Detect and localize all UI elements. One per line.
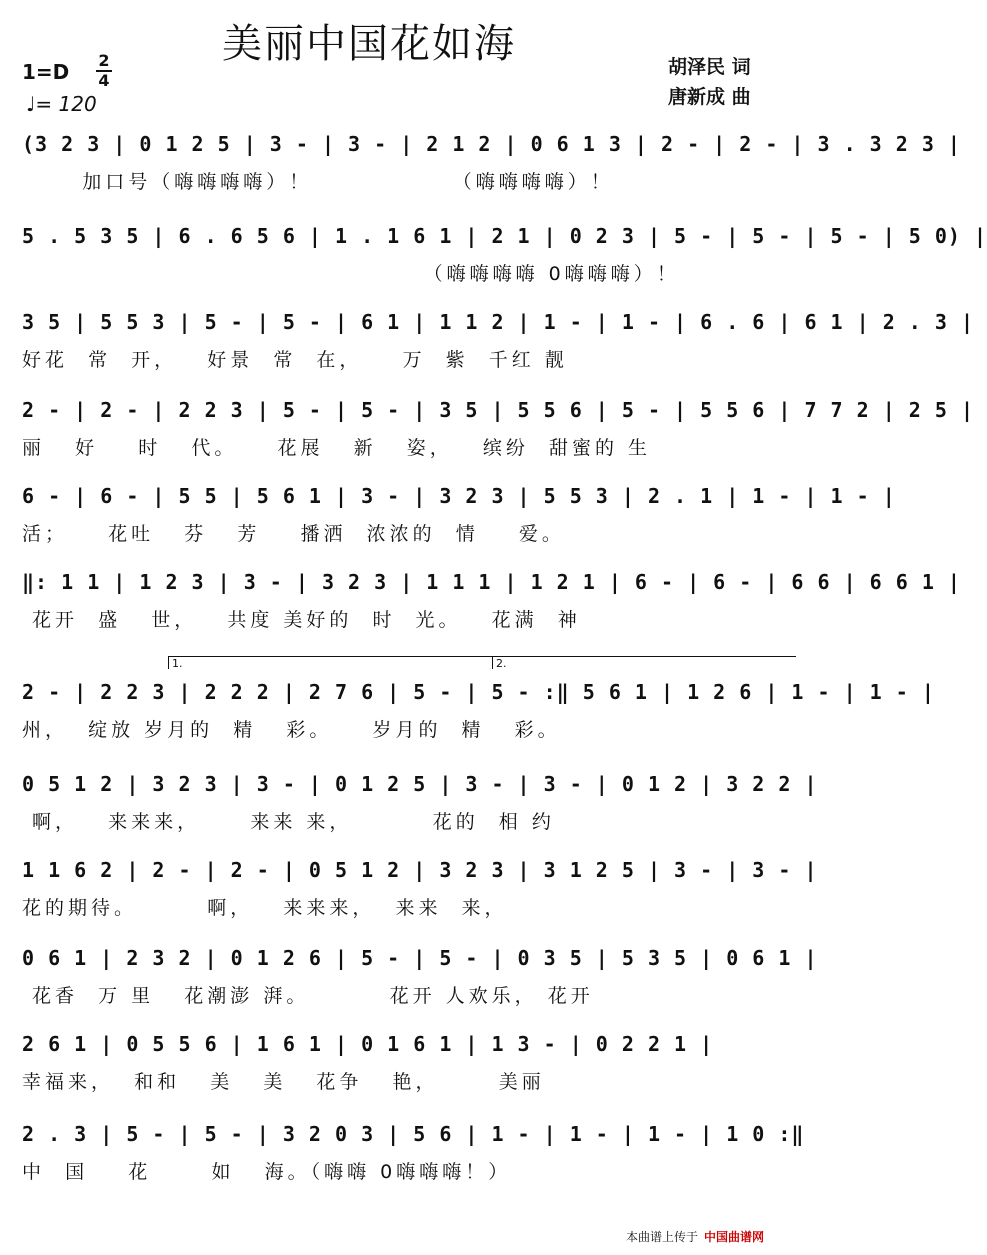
score-line	[22, 944, 818, 1009]
footer	[626, 1228, 764, 1245]
notation-row: 6 - | 6 - | 5 5 | 5 6 1 | 3 - | 3 2 3 | 5 5 3 | 2 . 1 | 1 - | 1 - |	[22, 484, 896, 508]
credits	[668, 52, 751, 112]
lyrics-row: 州， 绽放 岁月的 精 彩。 岁月的 精 彩。	[22, 719, 561, 741]
time-signature-bottom: 4	[98, 71, 110, 90]
score-line	[22, 308, 974, 373]
notation-row: 0 5 1 2 | 3 2 3 | 3 - | 0 1 2 5 | 3 - | 3 - | 0 1 2 | 3 2 2 |	[22, 772, 818, 796]
key-signature: 1=D	[22, 60, 70, 84]
footer-text: 本曲谱上传于	[626, 1230, 699, 1244]
score-line	[22, 130, 961, 195]
song-title: 美丽中国花如海	[222, 21, 516, 67]
score-line	[22, 1030, 802, 1095]
composer-credit: 唐新成 曲	[668, 86, 751, 108]
lyricist-credit: 胡泽民 词	[668, 56, 751, 78]
notation-row: 2 - | 2 2 3 | 2 2 2 | 2 7 6 | 5 - | 5 - :‖ 5 6 1 | 1 2 6 | 1 - | 1 - |	[22, 680, 935, 704]
lyrics-row: 花香 万 里 花潮澎 湃。 花开 人欢乐， 花开	[22, 985, 594, 1007]
lyrics-row: 中 国 花 如 海。（嗨嗨 0嗨嗨嗨！）	[22, 1161, 512, 1183]
score-line	[22, 1120, 805, 1185]
score-line	[22, 222, 987, 287]
time-signature-top: 2	[98, 51, 110, 70]
score-line	[22, 568, 961, 633]
lyrics-row: 丽 好 时 代。 花展 新 姿， 缤纷 甜蜜的 生	[22, 437, 652, 459]
lyrics-row: 花开 盛 世， 共度 美好的 时 光。 花满 神	[22, 609, 581, 631]
volta-second-ending: 2.	[492, 656, 796, 669]
lyrics-row: 加口号（嗨嗨嗨嗨）！ （嗨嗨嗨嗨）！	[22, 171, 614, 193]
tempo-marking: ♩= 120	[26, 92, 97, 116]
notation-row: 2 - | 2 - | 2 2 3 | 5 - | 5 - | 3 5 | 5 5 6 | 5 - | 5 5 6 | 7 7 2 | 2 5 |	[22, 398, 974, 422]
volta-first-ending: 1.	[168, 656, 492, 669]
lyrics-row: （嗨嗨嗨嗨 0嗨嗨嗨）！	[22, 263, 680, 285]
time-signature	[96, 52, 112, 90]
site-logo: 中国曲谱网	[704, 1230, 765, 1244]
notation-row: 5 . 5 3 5 | 6 . 6 5 6 | 1 . 1 6 1 | 2 1 | 0 2 3 | 5 - | 5 - | 5 - | 5 0) |	[22, 224, 987, 248]
score-line	[22, 482, 896, 547]
score-line	[22, 678, 935, 743]
lyrics-row: 幸福来， 和和 美 美 花争 艳， 美丽	[22, 1071, 545, 1093]
score-line	[22, 856, 818, 921]
notation-row: 2 6 1 | 0 5 5 6 | 1 6 1 | 0 1 6 1 | 1 3 - | 0 2 2 1 |	[22, 1032, 714, 1056]
notation-row: 2 . 3 | 5 - | 5 - | 3 2 0 3 | 5 6 | 1 - | 1 - | 1 - | 1 0 :‖	[22, 1122, 805, 1146]
notation-row: 0 6 1 | 2 3 2 | 0 1 2 6 | 5 - | 5 - | 0 3 5 | 5 3 5 | 0 6 1 |	[22, 946, 818, 970]
lyrics-row: 活； 花吐 芬 芳 播洒 浓浓的 情 爱。	[22, 523, 565, 545]
notation-row: 3 5 | 5 5 3 | 5 - | 5 - | 6 1 | 1 1 2 | 1 - | 1 - | 6 . 6 | 6 1 | 2 . 3 |	[22, 310, 974, 334]
notation-row: ‖: 1 1 | 1 2 3 | 3 - | 3 2 3 | 1 1 1 | 1 2 1 | 6 - | 6 - | 6 6 | 6 6 1 |	[22, 570, 961, 594]
notation-row: (3 2 3 | 0 1 2 5 | 3 - | 3 - | 2 1 2 | 0 6 1 3 | 2 - | 2 - | 3 . 3 2 3 |	[22, 132, 961, 156]
score-line	[22, 770, 818, 835]
lyrics-row: 啊， 来来来， 来来 来， 花的 相 约	[22, 811, 555, 833]
lyrics-row: 花的期待。 啊， 来来来， 来来 来，	[22, 897, 508, 919]
lyrics-row: 好花 常 开， 好景 常 在， 万 紫 千红 靓	[22, 349, 568, 371]
score-line	[22, 396, 974, 461]
notation-row: 1 1 6 2 | 2 - | 2 - | 0 5 1 2 | 3 2 3 | 3 1 2 5 | 3 - | 3 - |	[22, 858, 818, 882]
